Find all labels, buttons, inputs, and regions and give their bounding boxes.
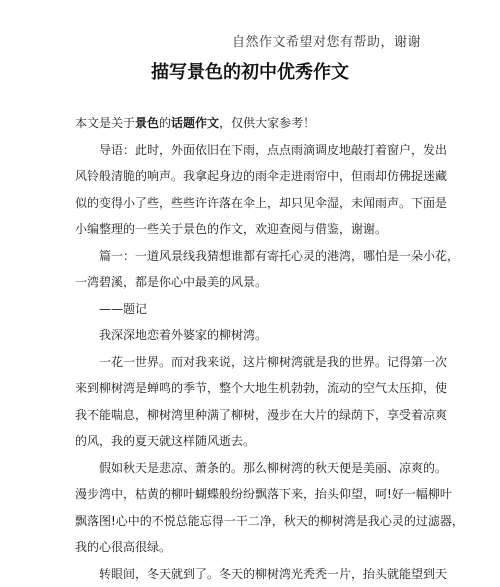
paragraph-line: 转眼间，冬天就到了。冬天的柳树湾光秃秃一片，抬头就能望到天 — [75, 561, 440, 587]
paragraph-line: 我的心很高很绿。 — [75, 534, 440, 561]
article-body — [75, 110, 440, 587]
intro-line — [75, 110, 440, 137]
paragraph-line: 篇一：一道风景线我猜想谁都有寄托心灵的港湾，哪怕是一朵小花， — [75, 243, 440, 270]
page-title: 描写景色的初中优秀作文 — [0, 58, 500, 84]
intro-bold-type: 话题作文 — [171, 116, 219, 130]
paragraph-line: 小编整理的一些关于景色的作文，欢迎查阅与借鉴，谢谢。 — [75, 216, 440, 243]
paragraph-line: 似的变得小了些，些些许许落在伞上，却只见伞湿，未闻雨声。下面是 — [75, 190, 440, 217]
paragraph-line: 飘落图!心中的不悦总能忘得一干二净，秋天的柳树湾是我心灵的过滤器， — [75, 508, 440, 535]
paragraph-line: 我深深地恋着外婆家的柳树湾。 — [75, 322, 440, 349]
intro-bold-topic: 景色 — [135, 116, 159, 130]
paragraph-line: 我不能喘息，柳树湾里种满了柳树，漫步在大片的绿荫下，享受着凉爽 — [75, 402, 440, 429]
paragraph-line: 来到柳树湾是蝉鸣的季节，整个大地生机勃勃，流动的空气太压抑，使 — [75, 375, 440, 402]
intro-suffix: ，仅供大家参考！ — [219, 116, 315, 130]
intro-prefix: 本文是关于 — [75, 116, 135, 130]
paragraph-line: 假如秋天是悲凉、萧条的。那么柳树湾的秋天便是美丽、凉爽的。 — [75, 455, 440, 482]
paragraph-line: 的风，我的夏天就这样随风逝去。 — [75, 428, 440, 455]
paragraph-line: 风铃般清脆的响声。我拿起身边的雨伞走进雨帘中，但雨却仿佛捉迷藏 — [75, 163, 440, 190]
header-note: 自然作文希望对您有帮助，谢谢 — [232, 31, 421, 50]
intro-mid: 的 — [159, 116, 171, 130]
paragraph-line: 一湾碧溪，都是你心中最美的风景。 — [75, 269, 440, 296]
paragraph-line: 导语：此时，外面依旧在下雨，点点雨滴调皮地敲打着窗户，发出 — [75, 137, 440, 164]
paragraph-line: 漫步湾中，枯黄的柳叶蝴蝶般纷纷飘落下来，抬头仰望，呵!好一幅柳叶 — [75, 481, 440, 508]
paragraph-line: 一花一世界。而对我来说，这片柳树湾就是我的世界。记得第一次 — [75, 349, 440, 376]
epigraph-attribution: ——题记 — [75, 296, 440, 323]
